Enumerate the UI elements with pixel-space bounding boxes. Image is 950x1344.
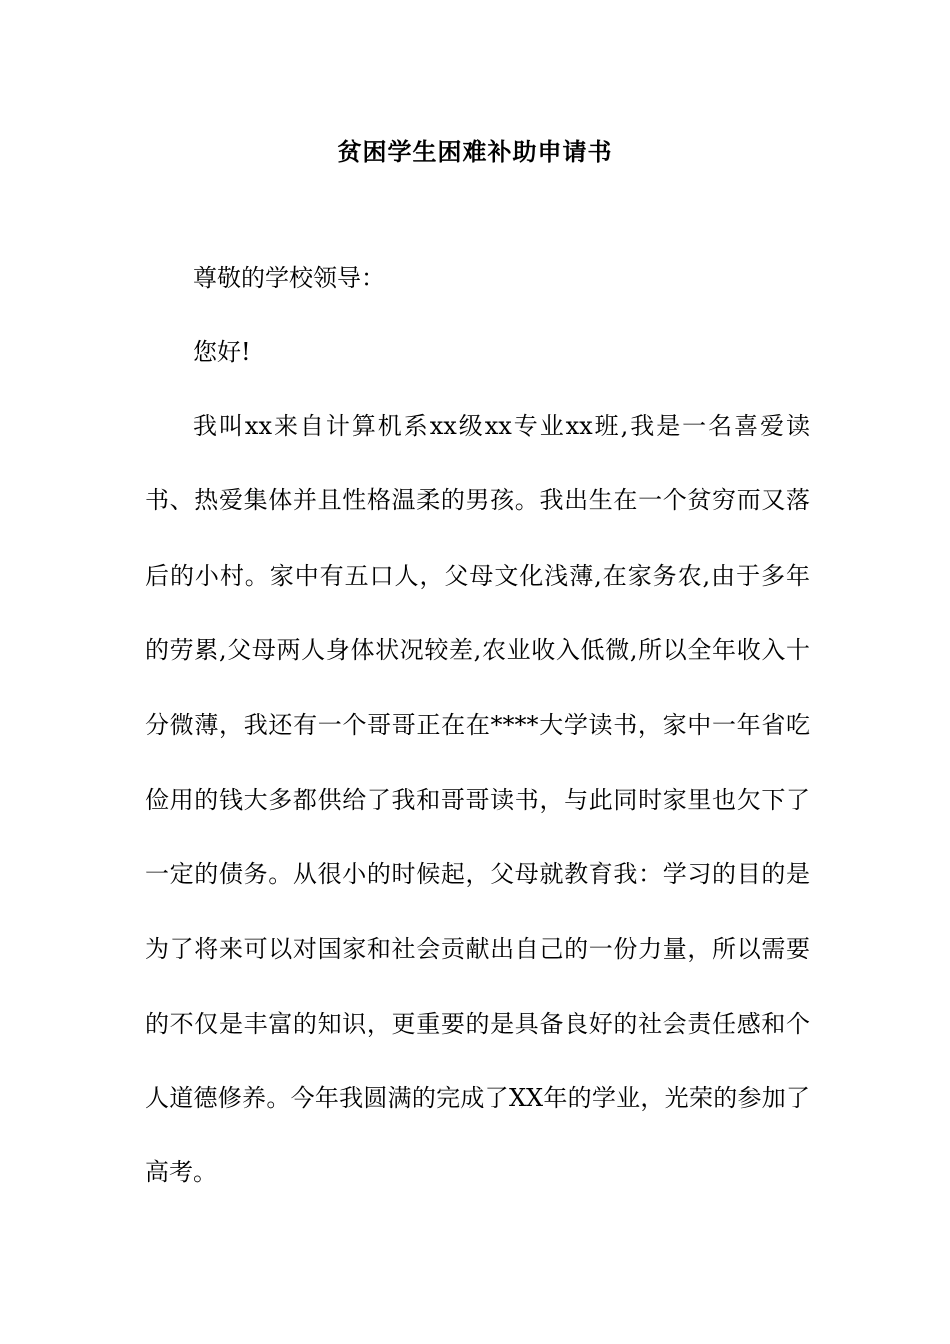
body-line: 一定的债务。从很小的时候起，父母就教育我：学习的目的是 xyxy=(145,860,810,888)
body-line: 的劳累,父母两人身体状况较差,农业收入低微,所以全年收入十 xyxy=(145,636,810,664)
body-line: 分微薄，我还有一个哥哥正在在****大学读书，家中一年省吃 xyxy=(145,711,810,739)
body-line: 高考。 xyxy=(145,1158,217,1186)
body-line: 我叫xx来自计算机系xx级xx专业xx班,我是一名喜爱读 xyxy=(193,412,810,440)
salutation: 尊敬的学校领导： xyxy=(193,264,385,292)
document-title: 贫困学生困难补助申请书 xyxy=(337,138,613,166)
body-line: 俭用的钱大多都供给了我和哥哥读书，与此同时家里也欠下了 xyxy=(145,786,810,814)
body-line: 后的小村。家中有五口人，父母文化浅薄,在家务农,由于多年 xyxy=(145,562,810,590)
body-line: 为了将来可以对国家和社会贡献出自己的一份力量，所以需要 xyxy=(145,935,810,963)
body-line: 的不仅是丰富的知识，更重要的是具备良好的社会责任感和个 xyxy=(145,1010,810,1038)
greeting: 您好! xyxy=(193,338,251,366)
body-line: 人道德修养。今年我圆满的完成了XX年的学业，光荣的参加了 xyxy=(145,1084,810,1112)
body-line: 书、热爱集体并且性格温柔的男孩。我出生在一个贫穷而又落 xyxy=(145,486,810,514)
